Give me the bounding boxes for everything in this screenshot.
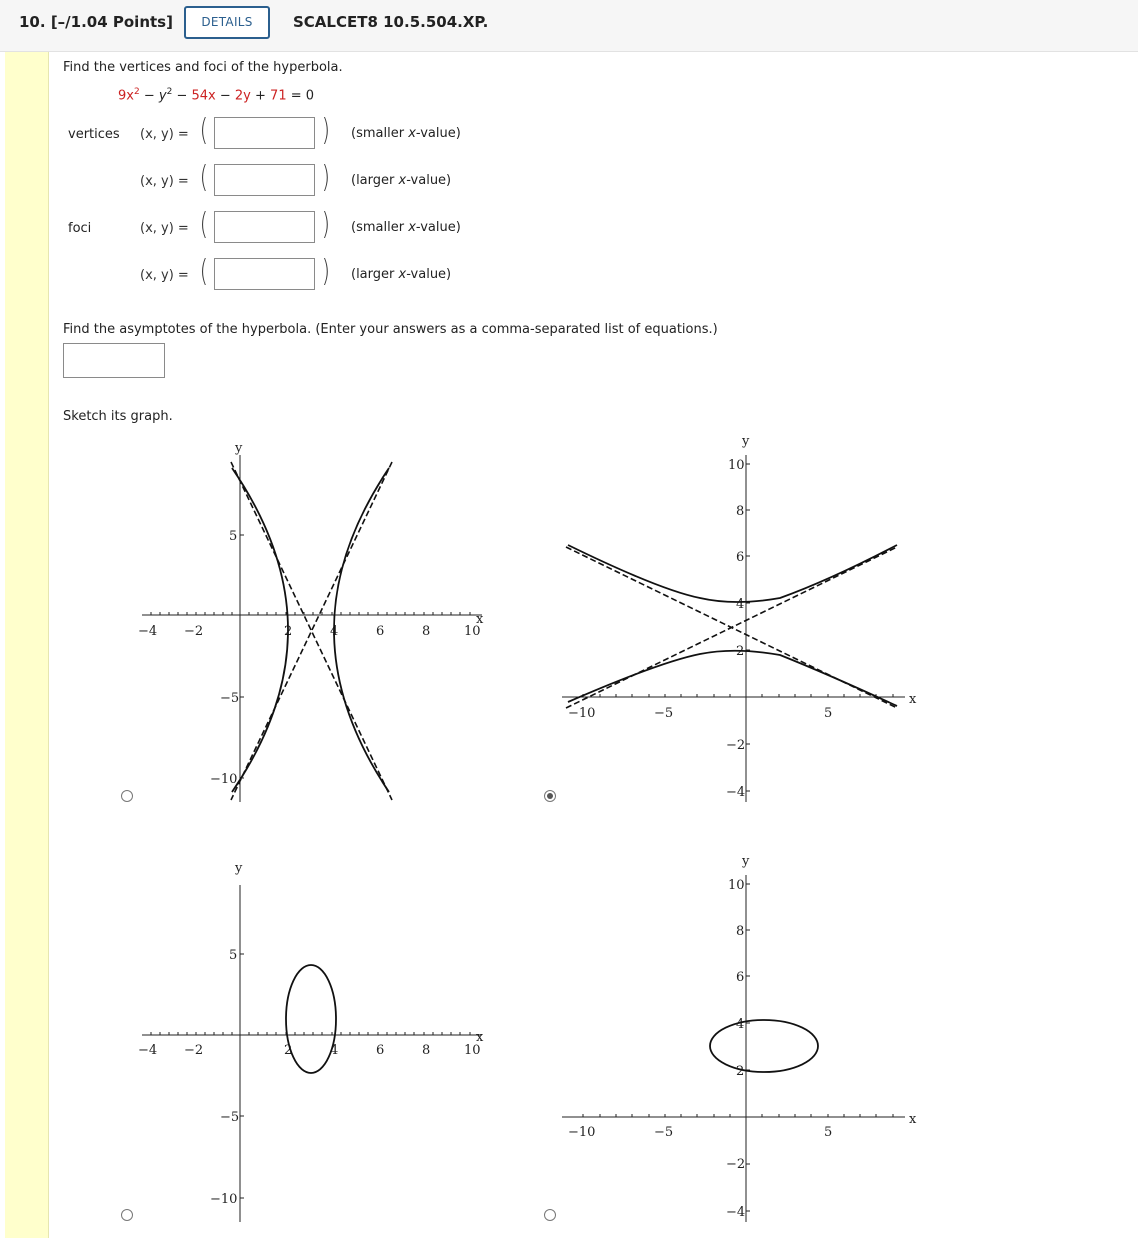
close-paren: ) (321, 254, 330, 289)
question-header (0, 0, 1138, 52)
x-tick-label: 5 (824, 706, 833, 721)
y-tick-label: 10 (728, 458, 745, 473)
xy-label: (x, y) = (140, 174, 189, 189)
x-tick-label: −2 (184, 624, 204, 639)
hyperbola-branches (568, 545, 897, 706)
xy-label: (x, y) = (140, 268, 189, 283)
question-number: 10. [–/1.04 Points] (19, 13, 173, 31)
y-tick-label: 10 (728, 878, 745, 893)
x-tick-label: −10 (568, 706, 596, 721)
y-tick-label: −5 (220, 691, 240, 706)
y-tick-label: 2 (736, 1064, 745, 1079)
x-tick-label: 6 (376, 1043, 385, 1058)
x-tick-label: −2 (184, 1043, 204, 1058)
close-paren: ) (321, 113, 330, 148)
x-axis-label: x (476, 612, 484, 627)
y-tick-label: −10 (210, 1192, 238, 1207)
y-axis-label: y (235, 861, 243, 876)
x-tick-label: −5 (654, 1125, 674, 1140)
open-paren: ( (199, 160, 208, 195)
vertex-larger-input[interactable] (214, 164, 315, 196)
y-tick-label: −2 (726, 738, 746, 753)
vertex-smaller-input[interactable] (214, 117, 315, 149)
xy-label: (x, y) = (140, 127, 189, 142)
focus-smaller-input[interactable] (214, 211, 315, 243)
x-axis-label: x (909, 1112, 917, 1127)
hyperbola-equation: $9x^2 - y^2 - 54x - 2y + 71 = 0$ (118, 87, 315, 104)
asymptote-prompt: Find the asymptotes of the hyperbola. (Enter your answers as a comma-separated list of equations.) (63, 322, 718, 337)
focus-larger-input[interactable] (214, 258, 315, 290)
y-tick-label: −2 (726, 1157, 746, 1172)
x-tick-label: −4 (138, 1043, 158, 1058)
vertices-label: vertices (68, 127, 120, 142)
x-tick-label: 10 (464, 1043, 481, 1058)
y-tick-label: 8 (736, 924, 745, 939)
ellipse-curve (286, 965, 339, 1073)
x-axis-label: x (476, 1030, 484, 1045)
x-tick-label: 8 (422, 624, 431, 639)
y-tick-label: 5 (229, 529, 238, 544)
x-tick-label: 2 (284, 624, 293, 639)
open-paren: ( (199, 113, 208, 148)
problem-prompt: Find the vertices and foci of the hyperbola. (63, 60, 343, 75)
vertex-larger-hint: (larger x-value) (351, 173, 452, 188)
x-tick-label: 8 (422, 1043, 431, 1058)
y-tick-label: −5 (220, 1110, 240, 1125)
x-tick-label: 10 (464, 624, 481, 639)
y-tick-label: −4 (726, 785, 746, 800)
xy-label: (x, y) = (140, 221, 189, 236)
x-tick-label: −4 (138, 624, 158, 639)
y-tick-label: 8 (736, 504, 745, 519)
x-tick-label: −5 (654, 706, 674, 721)
open-paren: ( (199, 254, 208, 289)
graph-option-4 (550, 850, 930, 1230)
ellipse-curve (710, 1020, 818, 1072)
x-tick-label: 4 (330, 624, 339, 639)
x-tick-label: −10 (568, 1125, 596, 1140)
foci-label: foci (68, 221, 92, 236)
focus-larger-hint: (larger x-value) (351, 267, 452, 282)
y-axis-label: y (742, 434, 750, 449)
x-axis-label: x (909, 692, 917, 707)
y-axis-label: y (742, 854, 750, 869)
y-tick-label: 5 (229, 948, 238, 963)
x-minor-ticks (151, 535, 470, 778)
tick-marks (151, 954, 470, 1198)
y-tick-label: 4 (736, 597, 745, 612)
y-tick-label: 2 (736, 644, 745, 659)
asymptotes (231, 462, 392, 800)
close-paren: ) (321, 160, 330, 195)
question-status-bar (5, 52, 49, 1238)
y-tick-label: −4 (726, 1205, 746, 1220)
x-tick-label: 6 (376, 624, 385, 639)
graph-option-1 (120, 430, 520, 810)
x-tick-label: 5 (824, 1125, 833, 1140)
close-paren: ) (321, 207, 330, 242)
focus-smaller-hint: (smaller x-value) (351, 220, 461, 235)
y-tick-label: 4 (736, 1017, 745, 1032)
y-axis-label: y (235, 441, 243, 456)
question-code: SCALCET8 10.5.504.XP. (293, 13, 489, 31)
graph-option-3 (120, 850, 520, 1230)
open-paren: ( (199, 207, 208, 242)
y-tick-label: −10 (210, 772, 238, 787)
vertex-smaller-hint: (smaller x-value) (351, 126, 461, 141)
y-tick-label: 6 (736, 970, 745, 985)
sketch-prompt: Sketch its graph. (63, 409, 173, 424)
y-tick-label: 6 (736, 550, 745, 565)
x-tick-label: 4 (330, 1043, 339, 1058)
asymptote-input[interactable] (63, 343, 165, 378)
details-button[interactable]: DETAILS (184, 6, 270, 39)
graph-option-2 (550, 430, 930, 810)
x-tick-label: 2 (284, 1043, 293, 1058)
